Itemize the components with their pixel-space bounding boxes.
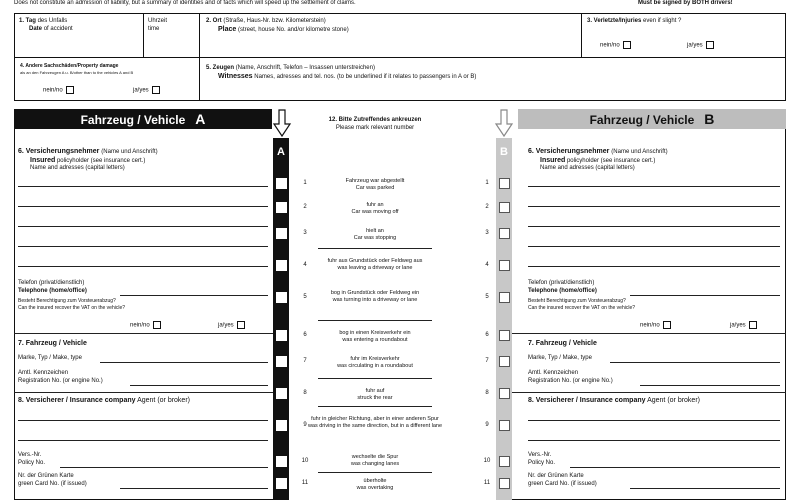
b-line-4[interactable]: [528, 246, 780, 247]
circ-5-b-checkbox[interactable]: [499, 292, 510, 303]
circ-7-de: fuhr im Kreisverkehr: [350, 356, 400, 362]
circ-9-en: was driving in the same direction, but in a different lane: [307, 422, 443, 429]
circ-11-a-checkbox[interactable]: [276, 478, 287, 489]
vehicle-b-letter: B: [704, 111, 715, 127]
a-line-5[interactable]: [18, 266, 268, 267]
circ-5-num-b: 5: [485, 294, 489, 300]
field-2-place[interactable]: [199, 13, 582, 58]
circ-divider-2: [318, 320, 432, 321]
property-no-label: nein/no: [43, 87, 63, 94]
b-reg-label: Registration No. (or engine No.): [528, 378, 613, 384]
a-line-4[interactable]: [18, 246, 268, 247]
circ-9-num-a: 9: [303, 422, 307, 428]
circ-4-num-b: 4: [485, 262, 489, 268]
circ-10-b-checkbox[interactable]: [499, 456, 510, 467]
a-vat-de: Besteht Berechtigung zum Vorsteuerabzug?: [18, 298, 116, 304]
a-insurer-label: 8. Versicherer / Insurance company: [18, 397, 136, 404]
date-sub-en: of accident: [43, 26, 73, 32]
witnesses-sub-de: (Name, Anschrift, Telefon – Insassen unterstreichen): [235, 65, 375, 71]
a-reg-line[interactable]: [130, 385, 268, 386]
property-no-checkbox[interactable]: [66, 86, 74, 94]
signature-note: Must be signed by BOTH drivers!: [638, 0, 733, 6]
a-line-1[interactable]: [18, 186, 268, 187]
a-reg-label: Registration No. (or engine No.): [18, 378, 103, 384]
circ-8-text: [300, 388, 450, 401]
a-name-address-label: Name and adresses (capital letters): [30, 165, 125, 171]
place-sub-en: (street, house No. and/or kilometre stone): [237, 27, 349, 33]
circ-1-num-b: 1: [485, 180, 489, 186]
b-gc-line[interactable]: [630, 488, 780, 489]
circumstances-title: 12. Bitte Zutreffendes ankreuzen: [328, 117, 422, 123]
injuries-sub: even if slight ?: [643, 18, 682, 24]
a-vehicle-label: 7. Fahrzeug / Vehicle: [18, 340, 87, 347]
a-make-label: Marke, Typ / Make, type: [18, 355, 82, 361]
a-kz-label: Amtl. Kennzeichen: [18, 370, 69, 376]
circ-9-a-checkbox[interactable]: [276, 420, 287, 431]
a-policy-label: Policy No.: [18, 460, 46, 466]
date-label-de: des Unfalls: [37, 18, 68, 24]
circ-1-a-checkbox[interactable]: [276, 178, 287, 189]
circ-9-text: [300, 416, 450, 429]
injuries-yes-checkbox[interactable]: [706, 41, 714, 49]
circ-10-text: [300, 454, 450, 467]
b-agent-label: Agent (or broker): [647, 397, 700, 404]
b-line-2[interactable]: [528, 206, 780, 207]
strip-a: [273, 138, 289, 500]
circ-2-b-checkbox[interactable]: [499, 202, 510, 213]
b-make-label: Marke, Typ / Make, type: [528, 355, 592, 361]
b-vers-label: Vers.-Nr.: [528, 452, 552, 458]
b-insured-label: 6. Versicherungsnehmer: [528, 148, 610, 155]
b-gc-label: green Card No. (if issued): [528, 481, 597, 487]
witnesses-sub-en: Names, adresses and tel. nos. (to be underlined if it relates to passengers in A or B): [254, 74, 477, 80]
strip-a-letter: A: [277, 146, 285, 158]
disclaimer-text: Does not constitute an admission of liability, but a summary of identities and of facts which will speed up the settlement of claims.: [14, 0, 356, 6]
b-line-3[interactable]: [528, 226, 780, 227]
field-1-date[interactable]: [14, 13, 144, 58]
property-yes-label: ja/yes: [133, 87, 149, 94]
circ-3-num-b: 3: [485, 230, 489, 236]
a-divider-7: [14, 333, 273, 334]
circ-4-num-a: 4: [303, 262, 307, 268]
a-vat-yes-label: ja/yes: [218, 322, 234, 329]
injuries-no-label: nein/no: [600, 42, 620, 49]
a-phone-label-de: Telefon (privat/dienstlich): [18, 280, 85, 286]
witnesses-label-en: Witnesses: [218, 73, 253, 80]
circ-7-text: [300, 356, 450, 369]
circ-3-b-checkbox[interactable]: [499, 228, 510, 239]
circ-8-a-checkbox[interactable]: [276, 388, 287, 399]
circ-1-text: [300, 178, 450, 191]
date-label-en: Date: [29, 26, 43, 32]
b-divider-7: [512, 333, 786, 334]
a-insured-en: Insured: [30, 157, 56, 164]
a-gc-label: green Card No. (if issued): [18, 481, 87, 487]
circ-9-num-b: 9: [485, 422, 489, 428]
vehicle-a-panel: [14, 129, 273, 500]
strip-b: [496, 138, 512, 500]
time-label-en: time: [148, 26, 160, 32]
circ-3-en: Car was stopping: [353, 234, 397, 241]
arrow-down-b-icon: [494, 108, 514, 138]
b-policy-line[interactable]: [570, 467, 780, 468]
a-insurer-line-2[interactable]: [18, 440, 268, 441]
circ-divider-1: [318, 248, 432, 249]
arrow-down-a-icon: [272, 108, 292, 138]
circ-9-de: fuhr in gleicher Richtung, aber in einer anderen Spur: [311, 416, 439, 422]
b-gk-label: Nr. der Grünen Karte: [528, 473, 584, 479]
circ-2-text: [300, 202, 450, 215]
circ-1-b-checkbox[interactable]: [499, 178, 510, 189]
circ-10-num-a: 10: [301, 458, 309, 464]
b-vat-no-label: nein/no: [640, 322, 660, 329]
vehicle-a-header: [14, 109, 272, 129]
b-phone-line[interactable]: [630, 295, 780, 296]
b-insurer-label: 8. Versicherer / Insurance company: [528, 397, 646, 404]
circ-6-en: was entering a roundabout: [342, 336, 408, 343]
circ-6-a-checkbox[interactable]: [276, 330, 287, 341]
field-4-property-damage: [14, 57, 200, 101]
circ-8-num-a: 8: [303, 390, 307, 396]
injuries-yes-label: ja/yes: [687, 42, 703, 49]
circ-11-en: was overtaking: [356, 484, 394, 491]
b-make-line[interactable]: [610, 362, 780, 363]
field-time[interactable]: [143, 13, 200, 58]
circ-11-b-checkbox[interactable]: [499, 478, 510, 489]
field-3-injuries: [581, 13, 786, 58]
b-insured-en-sub: policyholder (see insurance cert.): [566, 158, 656, 164]
circ-8-en: struck the rear: [357, 394, 393, 401]
b-insured-sub: (Name und Anschrift): [611, 149, 668, 155]
circ-8-de: fuhr auf: [365, 388, 385, 394]
circ-2-de: fuhr an: [366, 202, 384, 208]
circ-3-de: hielt an: [366, 228, 384, 234]
a-gc-line[interactable]: [120, 488, 268, 489]
a-policy-line[interactable]: [60, 467, 268, 468]
b-phone-label-en: Telephone (home/office): [528, 288, 597, 294]
place-label-en: Place: [218, 26, 237, 33]
circ-7-en: was circulating in a roundabout: [337, 362, 413, 369]
circ-8-b-checkbox[interactable]: [499, 388, 510, 399]
a-make-line[interactable]: [100, 362, 268, 363]
b-insurer-line-2[interactable]: [528, 440, 780, 441]
b-line-1[interactable]: [528, 186, 780, 187]
vehicle-b-panel: [512, 129, 786, 500]
circ-3-num-a: 3: [303, 230, 307, 236]
circ-10-a-checkbox[interactable]: [276, 456, 287, 467]
circ-3-a-checkbox[interactable]: [276, 228, 287, 239]
circumstances-subtitle: Please mark relevant number: [335, 125, 415, 131]
circ-2-a-checkbox[interactable]: [276, 202, 287, 213]
circ-3-text: [300, 228, 450, 241]
vehicle-b-header: [518, 109, 786, 129]
field-5-witnesses[interactable]: [199, 57, 786, 101]
b-insurer-line-1[interactable]: [528, 420, 780, 421]
b-vat-no-checkbox[interactable]: [663, 321, 671, 329]
strip-b-letter: B: [500, 146, 508, 158]
circ-11-de: überholte: [363, 478, 387, 484]
witnesses-label: 5. Zeugen: [206, 65, 235, 71]
circ-5-en: was turning into a driveway or lane: [332, 296, 418, 303]
circ-5-de: bog in Grundstück oder Feldweg ein: [330, 290, 420, 296]
a-phone-label-en: Telephone (home/office): [18, 288, 87, 294]
circ-divider-5: [318, 472, 432, 473]
a-insurer-line-1[interactable]: [18, 420, 268, 421]
place-label: 2. Ort: [206, 18, 222, 24]
date-label: 1. Tag: [19, 18, 36, 24]
place-sub-de: (Straße, Haus-Nr. bzw. Kilometerstein): [223, 18, 326, 24]
b-divider-8: [512, 392, 786, 393]
b-policy-label: Policy No.: [528, 460, 556, 466]
circ-6-text: [300, 330, 450, 343]
circ-8-num-b: 8: [485, 390, 489, 396]
a-vat-no-checkbox[interactable]: [153, 321, 161, 329]
circ-4-text: [300, 258, 450, 271]
b-reg-line[interactable]: [640, 385, 780, 386]
circ-6-de: bog in einen Kreisverkehr ein: [339, 330, 411, 336]
injuries-no-checkbox[interactable]: [623, 41, 631, 49]
circ-11-num-a: 11: [301, 480, 309, 486]
a-phone-line[interactable]: [120, 295, 268, 296]
circ-10-en: was changing lanes: [350, 460, 400, 467]
circ-5-num-a: 5: [303, 294, 307, 300]
b-vat-yes-checkbox[interactable]: [749, 321, 757, 329]
circ-4-de: fuhr aus Grundstück oder Feldweg aus: [327, 258, 423, 264]
injuries-label: 3. Verletzte/Injuries: [587, 18, 642, 24]
circ-2-num-b: 2: [485, 204, 489, 210]
circ-2-num-a: 2: [303, 204, 307, 210]
circ-6-num-a: 6: [303, 332, 307, 338]
circ-11-num-b: 11: [483, 480, 491, 486]
circ-10-de: wechselte die Spur: [351, 454, 399, 460]
b-vat-yes-label: ja/yes: [730, 322, 746, 329]
a-insured-label: 6. Versicherungsnehmer: [18, 148, 100, 155]
circ-7-b-checkbox[interactable]: [499, 356, 510, 367]
circ-5-a-checkbox[interactable]: [276, 292, 287, 303]
circ-4-a-checkbox[interactable]: [276, 260, 287, 271]
circ-2-en: Car was moving off: [351, 208, 399, 215]
b-kz-label: Amtl. Kennzeichen: [528, 370, 579, 376]
vehicle-a-title: Fahrzeug / Vehicle: [80, 113, 186, 127]
circ-10-num-b: 10: [483, 458, 491, 464]
circ-7-num-a: 7: [303, 358, 307, 364]
property-damage-sub: als an den Fahrzeugen A u. B/other than to the vehicles A and B: [20, 70, 134, 75]
a-insured-sub: (Name und Anschrift): [101, 149, 158, 155]
circ-1-en: Car was parked: [355, 184, 395, 191]
circ-6-num-b: 6: [485, 332, 489, 338]
b-insured-en: Insured: [540, 157, 566, 164]
b-vat-en: Can the insured recover the VAT on the vehicle?: [528, 305, 636, 311]
b-line-5[interactable]: [528, 266, 780, 267]
a-agent-label: Agent (or broker): [137, 397, 190, 404]
circ-divider-3: [318, 378, 432, 379]
b-name-address-label: Name and adresses (capital letters): [540, 165, 635, 171]
circ-1-de: Fahrzeug war abgestellt: [345, 178, 405, 184]
circ-7-a-checkbox[interactable]: [276, 356, 287, 367]
vehicle-b-title: Fahrzeug / Vehicle: [589, 113, 695, 127]
a-insured-en-sub: policyholder (see insurance cert.): [56, 158, 146, 164]
a-vers-label: Vers.-Nr.: [18, 452, 42, 458]
b-phone-label-de: Telefon (privat/dienstlich): [528, 280, 595, 286]
time-label-de: Uhrzeit: [148, 18, 168, 24]
a-vat-en: Can the insured recover the VAT on the vehicle?: [18, 305, 126, 311]
a-vat-yes-checkbox[interactable]: [237, 321, 245, 329]
circ-11-text: [300, 478, 450, 491]
property-yes-checkbox[interactable]: [152, 86, 160, 94]
circ-1-num-a: 1: [303, 180, 307, 186]
circ-6-b-checkbox[interactable]: [499, 330, 510, 341]
circ-5-text: [300, 290, 450, 303]
a-divider-8: [14, 392, 273, 393]
a-line-2[interactable]: [18, 206, 268, 207]
circ-4-b-checkbox[interactable]: [499, 260, 510, 271]
circ-4-en: was leaving a driveway or lane: [337, 264, 413, 271]
vehicle-a-letter: A: [195, 111, 206, 127]
circ-divider-4: [318, 406, 432, 407]
circ-7-num-b: 7: [485, 358, 489, 364]
property-damage-label: 4. Andere Sachschäden/Property damage: [20, 63, 119, 69]
a-line-3[interactable]: [18, 226, 268, 227]
b-vehicle-label: 7. Fahrzeug / Vehicle: [528, 340, 597, 347]
b-vat-de: Besteht Berechtigung zum Vorsteuerabzug?: [528, 298, 626, 304]
a-gk-label: Nr. der Grünen Karte: [18, 473, 74, 479]
a-vat-no-label: nein/no: [130, 322, 150, 329]
circ-9-b-checkbox[interactable]: [499, 420, 510, 431]
